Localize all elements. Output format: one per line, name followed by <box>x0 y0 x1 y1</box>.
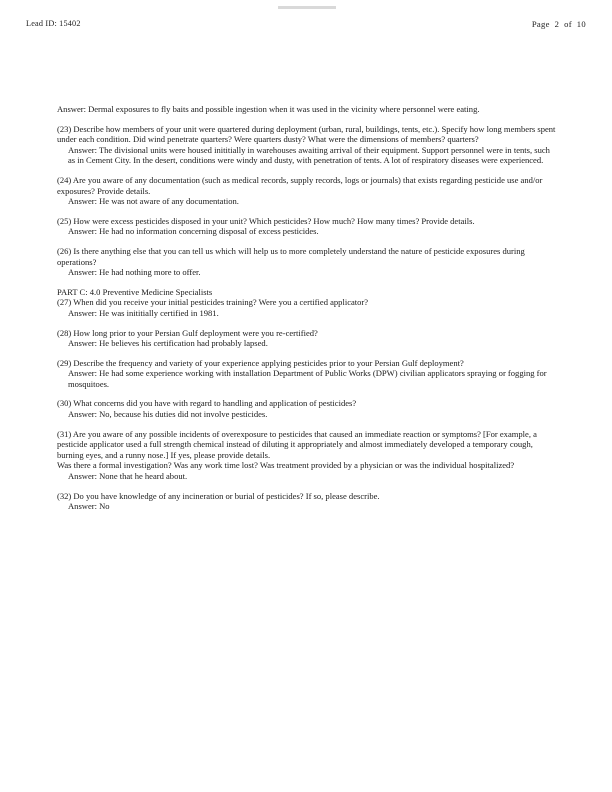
qa-block-26 <box>57 246 557 278</box>
answer-23: Answer: The divisional units were housed inititially in warehouses awaiting arrival of their equipment. Support personnel were in tents, such as in Cement City. In the desert, conditions were windy and dusty, with penetration of tents. A lot of respiratory diseases were experienced. <box>68 144 550 166</box>
question-29: (29) Describe the frequency and variety of your experience applying pesticides prior to your Persian Gulf deployment? <box>57 357 464 368</box>
answer-block <box>57 104 557 115</box>
answer-31: Answer: None that he heard about. <box>68 471 188 482</box>
question-26: (26) Is there anything else that you can tell us which will help us to more completely understand the nature of pesticide exposures during operations? <box>57 245 525 267</box>
question-24: (24) Are you aware of any documentation (such as medical records, supply records, logs or journals) that exists regarding pesticide use and/or exposures? Provide details. <box>57 174 543 196</box>
qa-block-30 <box>57 398 557 419</box>
qa-block-32 <box>57 491 557 512</box>
answer-32: Answer: No <box>68 501 110 512</box>
page-header <box>0 19 612 33</box>
answer-25: Answer: He had no information concerning disposal of excess pesticides. <box>68 226 319 237</box>
qa-block-24 <box>57 175 557 207</box>
question-31: (31) Are you aware of any possible incidents of overexposure to pesticides that caused an immediate reaction or symptoms? [For example, a pesticide applicator used a full strength chemical instead of diluting it appropriately and almost immediately developed a temporary cough, burning eyes, and a runny nose.] If yes, please provide details. <box>57 428 537 460</box>
question-32: (32) Do you have knowledge of any incineration or burial of pesticides? If so, please describe. <box>57 490 380 501</box>
question-23: (23) Describe how members of your unit were quartered during deployment (urban, rural, buildings, tents, etc.). Specify how long members spent under each condition. Did wind penetrate quarters? Were quarters dusty? What were the dimensions of members? quarters? <box>57 123 556 145</box>
scan-artifact <box>278 6 336 9</box>
question-30: (30) What concerns did you have with regard to handling and application of pesticides? <box>57 398 357 409</box>
qa-block-25 <box>57 216 557 237</box>
answer-30: Answer: No, because his duties did not involve pesticides. <box>68 409 268 420</box>
answer-28: Answer: He believes his certification had probably lapsed. <box>68 338 268 349</box>
question-27: (27) When did you receive your initial pesticides training? Were you a certified applicator? <box>57 297 369 308</box>
question-31-followup: Was there a formal investigation? Was any work time lost? Was treatment provided by a physician or was the individual hospitalized? <box>57 460 515 471</box>
document-body <box>57 104 557 521</box>
question-28: (28) How long prior to your Persian Gulf deployment were you re-certified? <box>57 327 318 338</box>
part-c-block <box>57 287 557 319</box>
qa-block-29 <box>57 358 557 390</box>
page-number-label: Page 2 of 10 <box>531 19 586 29</box>
answer-29: Answer: He had some experience working with installation Department of Public Works (DPW) civilian applicators spraying or fogging for mosquitoes. <box>68 368 547 389</box>
answer-24: Answer: He was not aware of any documentation. <box>68 196 239 207</box>
qa-block-31 <box>57 429 557 482</box>
question-25: (25) How were excess pesticides disposed in your unit? Which pesticides? How much? How many times? Provide details. <box>57 215 475 226</box>
answer-22-continued: Answer: Dermal exposures to fly baits and possible ingestion when it was used in the vicinity where personnel were eating. <box>57 104 480 114</box>
answer-26: Answer: He had nothing more to offer. <box>68 267 201 278</box>
answer-27: Answer: He was inititially certified in 1981. <box>68 307 219 318</box>
lead-id-label: Lead ID: 15402 <box>26 19 81 28</box>
part-c-heading: PART C: 4.0 Preventive Medicine Specialists <box>57 286 213 297</box>
qa-block-28 <box>57 328 557 349</box>
qa-block-23 <box>57 124 557 166</box>
